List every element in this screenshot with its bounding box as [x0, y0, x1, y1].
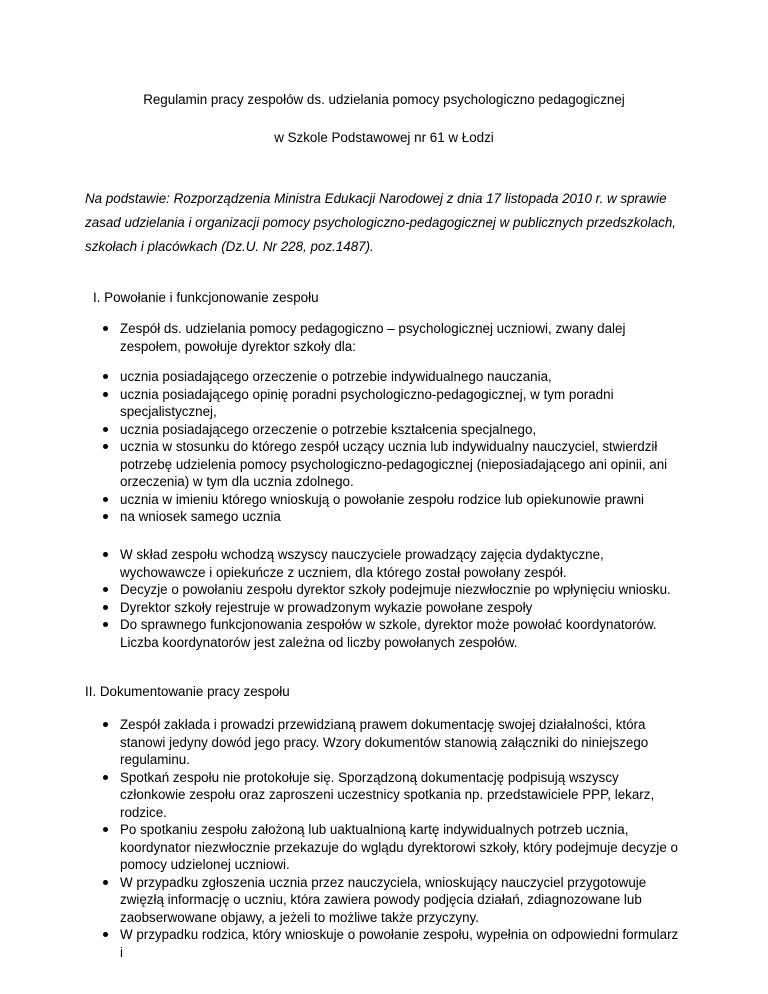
section1-cases-list — [0, 368, 768, 526]
list-item: Do sprawnego funkcjonowania zespołów w szkole, dyrektor może powołać koordynatorów. Liczba koordynatorów jest zależna od liczby powołanych zespołów. — [0, 616, 680, 651]
list-item: W przypadku zgłoszenia ucznia przez nauczyciela, wnioskujący nauczyciel przygotowuje zwięzłą informację o uczniu, która zawiera powody podjęcia działań, zdiagnozowane lub zaobserwowane objawy, a jeżeli to możliwe także przyczyny. — [0, 874, 680, 927]
list-item: Zespół ds. udzielania pomocy pedagogiczno – psychologicznej uczniowi, zwany dalej zespołem, powołuje dyrektor szkoły dla: — [0, 320, 680, 355]
section1-heading: I. Powołanie i funkcjonowanie zespołu — [93, 290, 319, 305]
document-title-line2: w Szkole Podstawowej nr 61 w Łodzi — [274, 130, 494, 145]
list-item: Spotkań zespołu nie protokołuje się. Sporządzoną dokumentację podpisują wszyscy członkowie zespołu oraz zaproszeni uczestnicy spotkania np. przedstawiciele PPP, lekarz, rodzice. — [0, 769, 680, 822]
list-item: ucznia w imieniu którego wnioskują o powołanie zespołu rodzice lub opiekunowie prawni — [0, 491, 680, 509]
list-item: W skład zespołu wchodzą wszyscy nauczyciele prowadzący zajęcia dydaktyczne, wychowawcze i opiekuńcze z uczniem, dla którego został powołany zespół. — [0, 546, 680, 581]
list-item: ucznia posiadającego orzeczenie o potrzebie kształcenia specjalnego, — [0, 421, 680, 439]
section2-heading: II. Dokumentowanie pracy zespołu — [85, 684, 290, 699]
document-title-line1: Regulamin pracy zespołów ds. udzielania pomocy psychologiczno pedagogicznej — [143, 92, 625, 107]
legal-basis: Na podstawie: Rozporządzenia Ministra Edukacji Narodowej z dnia 17 listopada 2010 r. w sprawie zasad udzielania i organizacji pomocy psychologiczno-pedagogicznej w publicznych przedszkolach, szkołach i placówkach (Dz.U. Nr 228, poz.1487). — [85, 191, 677, 254]
list-item: ucznia posiadającego orzeczenie o potrzebie indywidualnego nauczania, — [0, 368, 680, 386]
section1-rules-list — [0, 546, 768, 651]
list-item: Zespół zakłada i prowadzi przewidzianą prawem dokumentację swojej działalności, która stanowi jedyny dowód jego pracy. Wzory dokumentów stanowią załączniki do niniejszego regulaminu. — [0, 716, 680, 769]
list-item: na wniosek samego ucznia — [0, 508, 680, 526]
list-item: ucznia posiadającego opinię poradni psychologiczno-pedagogicznej, w tym poradni specjalistycznej, — [0, 386, 680, 421]
list-item: Decyzje o powołaniu zespołu dyrektor szkoły podejmuje niezwłocznie po wpłynięciu wniosku. — [0, 581, 680, 599]
section1-intro-list — [0, 320, 768, 355]
list-item: Po spotkaniu zespołu założoną lub uaktualnioną kartę indywidualnych potrzeb ucznia, koordynator niezwłocznie przekazuje do wglądu dyrektorowi szkoły, który podejmuje decyzje o pomocy udzielonej uczniowi. — [0, 821, 680, 874]
section2-list — [0, 716, 768, 961]
list-item: W przypadku rodzica, który wnioskuje o powołanie zespołu, wypełnia on odpowiedni formularz i — [0, 926, 680, 961]
list-item: ucznia w stosunku do którego zespół uczący ucznia lub indywidualny nauczyciel, stwierdził potrzebę udzielenia pomocy psychologiczno-pedagogicznej (nieposiadającego ani opinii, ani orzeczenia) w tym dla ucznia zdolnego. — [0, 438, 680, 491]
list-item: Dyrektor szkoły rejestruje w prowadzonym wykazie powołane zespoły — [0, 599, 680, 617]
